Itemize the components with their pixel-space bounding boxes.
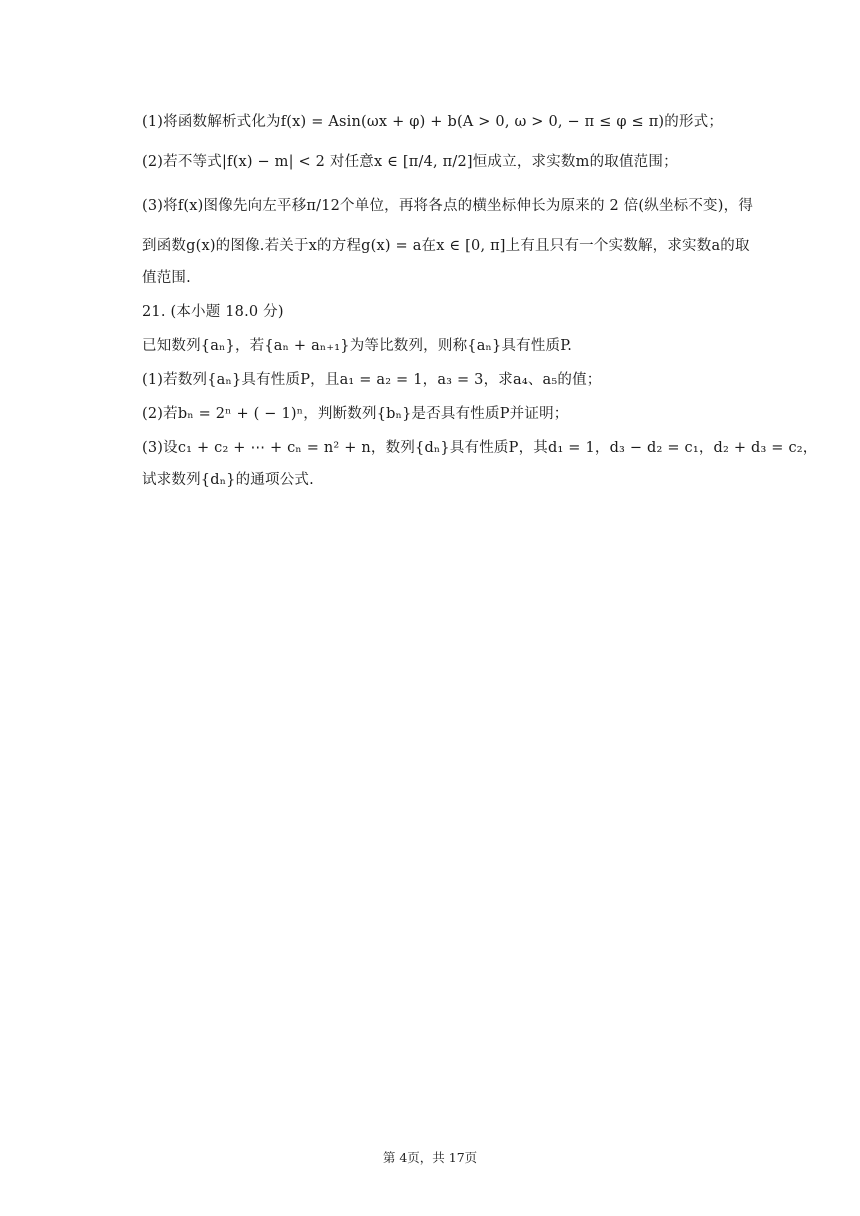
q21-part1: (1)若数列{aₙ}具有性质P，且a₁ = a₂ = 1，a₃ = 3，求a₄、a₅的值； (142, 372, 602, 388)
page-number-footer: 第 4页，共 17页 (382, 1150, 478, 1165)
q21-header: 21. (本小题 18.0 分) (142, 304, 284, 320)
q20-part2: (2)若不等式|f(x) − m| < 2 对任意x ∈ [π/4, π/2]恒成立，求实数m的取值范围； (142, 154, 678, 170)
q20-part3-line3: 值范围. (142, 270, 191, 286)
q21-part2: (2)若bₙ = 2ⁿ + ( − 1)ⁿ，判断数列{bₙ}是否具有性质P并证明； (142, 406, 569, 422)
q20-part3-line1: (3)将f(x)图像先向左平移π/12个单位，再将各点的横坐标伸长为原来的 2 倍(纵坐标不变)，得 (142, 198, 754, 214)
q20-part3-line2: 到函数g(x)的图像.若关于x的方程g(x) = a在x ∈ [0, π]上有且只有一个实数解，求实数a的取 (142, 238, 750, 254)
q21-intro: 已知数列{aₙ}，若{aₙ + aₙ₊₁}为等比数列，则称{aₙ}具有性质P. (142, 338, 573, 354)
q21-part3-line2: 试求数列{dₙ}的通项公式. (142, 472, 314, 488)
q20-part1: (1)将函数解析式化为f(x) = Asin(ωx + φ) + b(A > 0, ω > 0, − π ≤ φ ≤ π)的形式； (142, 114, 724, 130)
q21-part3-line1: (3)设c₁ + c₂ + ⋯ + cₙ = n² + n，数列{dₙ}具有性质P，其d₁ = 1，d₃ − d₂ = c₁，d₂ + d₃ = c₂， (142, 440, 818, 456)
